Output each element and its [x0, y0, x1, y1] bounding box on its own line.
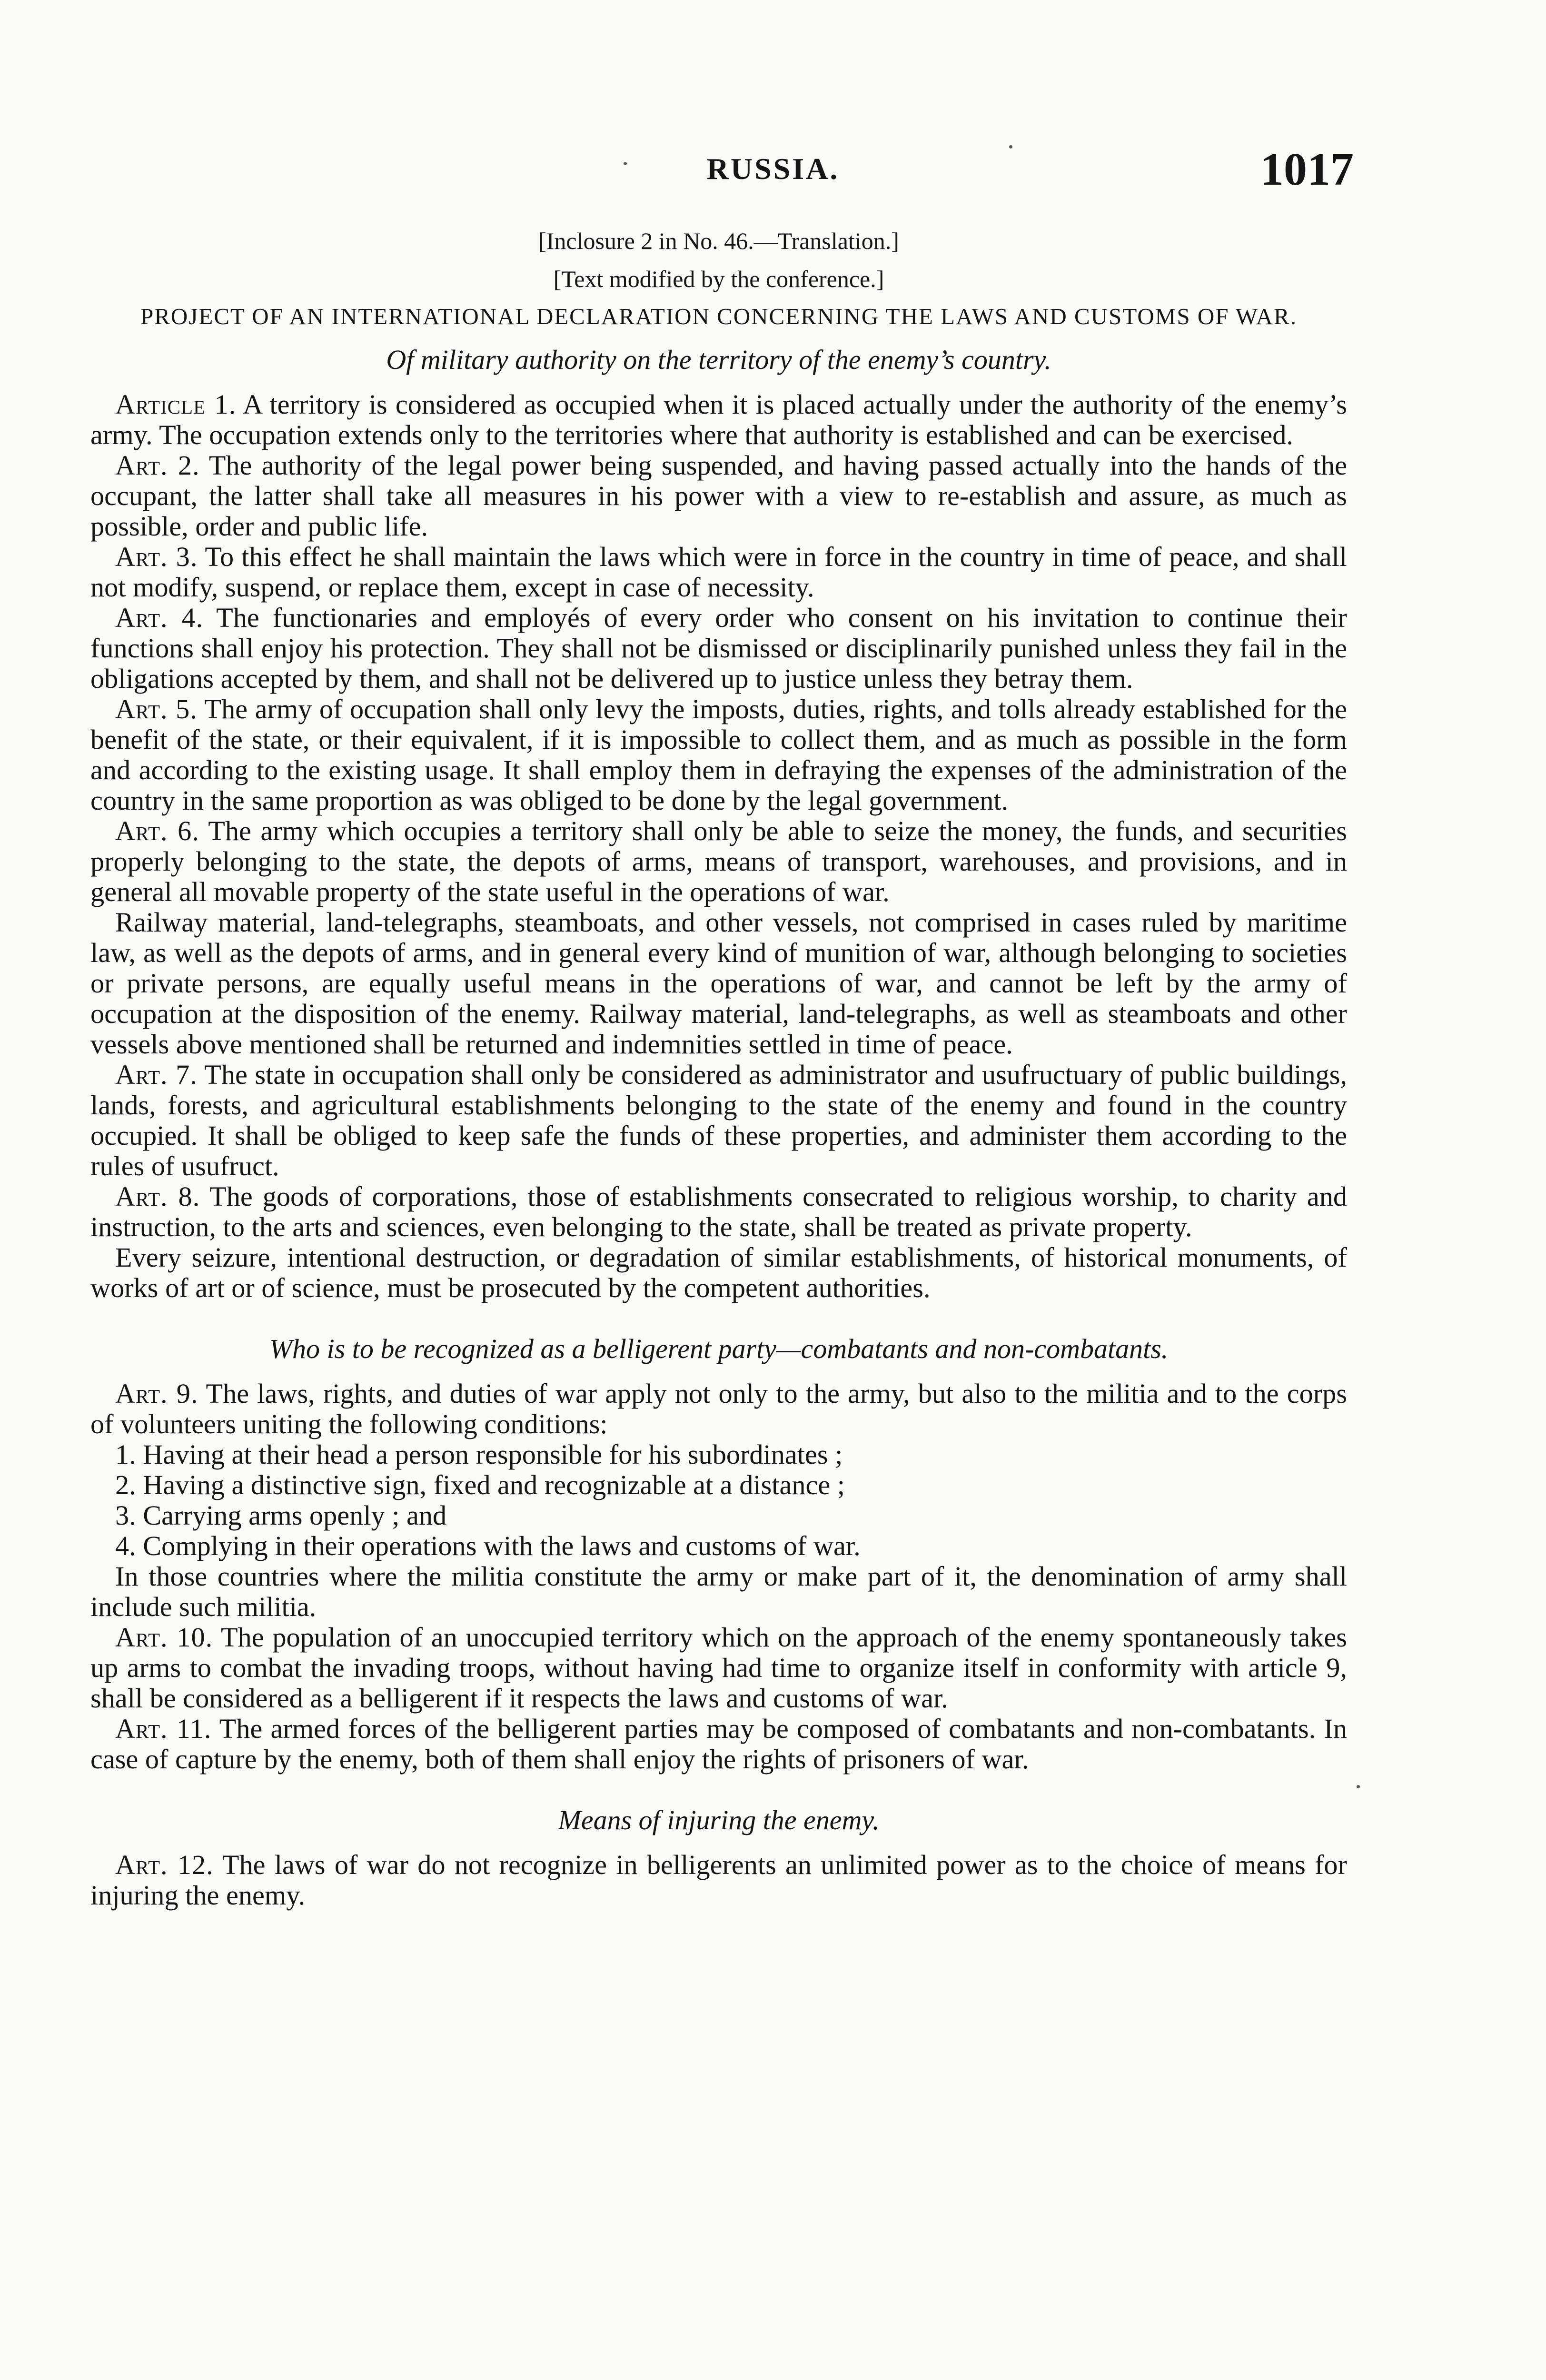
article-8-continued	[90, 1242, 1347, 1303]
condition-item: 2. Having a distinctive sign, fixed and recognizable at a distance ;	[115, 1469, 845, 1500]
article-10	[90, 1622, 1347, 1714]
article-label: Art. 11.	[115, 1713, 212, 1744]
article-label: Art. 8.	[115, 1181, 200, 1212]
article-8	[90, 1181, 1347, 1242]
running-header	[0, 143, 1546, 200]
section-means-of-injuring	[90, 1850, 1347, 1911]
print-speck	[1357, 1785, 1360, 1788]
article-6-continued	[90, 907, 1347, 1060]
article-4	[90, 603, 1347, 694]
article-3	[90, 542, 1347, 603]
article-text: The army of occupation shall only levy the imposts, duties, rights, and tolls already established for the benefit of the state, or their equivalent, if it is impossible to collect them, and as much as possible in the form and according to the existing usage. It shall employ them in defraying the expenses of the administration of the country in the same proportion as was obliged to be done by the legal government.	[90, 694, 1347, 816]
article-text: The population of an unoccupied territory which on the approach of the enemy spontaneously takes up arms to combat the invading troops, without having had time to organize itself in conformity with article 9, shall be considered as a belligerent if it respects the laws and customs of war.	[90, 1622, 1347, 1714]
condition-item: 4. Complying in their operations with the laws and customs of war.	[115, 1530, 861, 1561]
document-title: PROJECT OF AN INTERNATIONAL DECLARATION CONCERNING THE LAWS AND CUSTOMS OF WAR.	[140, 303, 1297, 329]
article-label: Art. 12.	[115, 1849, 214, 1880]
print-speck	[1009, 145, 1012, 149]
article-label: Art. 2.	[115, 450, 200, 481]
article-label: Art. 4.	[115, 602, 204, 633]
article-12	[90, 1850, 1347, 1911]
article-text: The authority of the legal power being suspended, and having passed actually into the hands of the occupant, the latter shall take all measures in his power with a view to re-establish and assure, as much as possible, order and public life.	[90, 450, 1347, 542]
militia-paragraph	[90, 1561, 1347, 1622]
modification-note: [Text modified by the conference.]	[553, 266, 884, 292]
page-content	[90, 224, 1347, 1911]
article-text: In those countries where the militia constitute the army or make part of it, the denomination of army shall include such militia.	[90, 1561, 1347, 1622]
article-text: A territory is considered as occupied when it is placed actually under the authority of the enemy’s army. The occupation extends only to the territories where that authority is established and can be exercised.	[90, 389, 1347, 450]
conditions-list	[90, 1439, 1347, 1561]
section-heading-military-authority: Of military authority on the territory of the enemy’s country.	[386, 344, 1051, 375]
article-text: The laws of war do not recognize in belligerents an unlimited power as to the choice of means for injuring the enemy.	[90, 1849, 1347, 1911]
article-5	[90, 694, 1347, 816]
article-text: The functionaries and employés of every order who consent on his invitation to continue their functions shall enjoy his protection. They shall not be dismissed or disciplinarily punished unless they fail in the obligations accepted by them, and shall not be delivered up to justice unless they betray them.	[90, 602, 1347, 694]
section-military-authority	[90, 389, 1347, 1303]
article-9	[90, 1378, 1347, 1439]
article-label: Art. 6.	[115, 815, 199, 846]
article-11	[90, 1714, 1347, 1775]
article-text: To this effect he shall maintain the laws which were in force in the country in time of peace, and shall not modify, suspend, or replace them, except in case of necessity.	[90, 541, 1348, 603]
section-belligerents	[90, 1378, 1347, 1775]
article-7	[90, 1060, 1347, 1181]
section-heading-means-of-injuring: Means of injuring the enemy.	[558, 1805, 880, 1835]
article-label: Art. 9.	[115, 1378, 198, 1409]
running-title: RUSSIA.	[706, 152, 840, 186]
condition-item: 3. Carrying arms openly ; and	[115, 1500, 447, 1531]
article-text: The goods of corporations, those of establishments consecrated to religious worship, to charity and instruction, to the arts and sciences, even belonging to the state, shall be treated as private property.	[90, 1181, 1348, 1242]
article-1	[90, 389, 1347, 450]
article-text: Railway material, land-telegraphs, steamboats, and other vessels, not comprised in cases ruled by maritime law, as well as the depots of arms, and in general every kind of munition of war, although belonging to societies or private persons, are equally useful means in the operations of war, and cannot be left by the army of occupation at the disposition of the enemy. Railway material, land-telegraphs, as well as steamboats and other vessels above mentioned shall be returned and indemnities settled in time of peace.	[90, 907, 1347, 1060]
article-2	[90, 450, 1347, 542]
article-6	[90, 816, 1347, 907]
article-label: Art. 5.	[115, 694, 198, 724]
article-text: The state in occupation shall only be considered as administrator and usufructuary of public buildings, lands, forests, and agricultural establishments belonging to the state of the enemy and found in the country occupied. It shall be obliged to keep safe the funds of these properties, and administer them according to the rules of usufruct.	[90, 1059, 1347, 1181]
page-number: 1017	[1260, 144, 1354, 195]
article-text: The armed forces of the belligerent parties may be composed of combatants and non-combatants. In case of capture by the enemy, both of them shall enjoy the rights of prisoners of war.	[90, 1713, 1347, 1775]
article-label: Article 1.	[115, 389, 237, 420]
article-text: The laws, rights, and duties of war apply not only to the army, but also to the militia and to the corps of volunteers uniting the following conditions:	[90, 1378, 1348, 1439]
article-label: Art. 10.	[115, 1622, 213, 1653]
condition-item: 1. Having at their head a person responsible for his subordinates ;	[115, 1439, 843, 1470]
article-label: Art. 3.	[115, 541, 198, 572]
print-speck	[624, 162, 627, 165]
inclosure-note: [Inclosure 2 in No. 46.—Translation.]	[538, 228, 899, 254]
article-text: Every seizure, intentional destruction, or degradation of similar establishments, of historical monuments, of works of art or of science, must be prosecuted by the competent authorities.	[90, 1242, 1347, 1303]
section-heading-belligerents: Who is to be recognized as a belligerent party—combatants and non-combatants.	[269, 1333, 1169, 1364]
article-text: The army which occupies a territory shall only be able to seize the money, the funds, and securities properly belonging to the state, the depots of arms, means of transport, warehouses, and provisions, and in general all movable property of the state useful in the operations of war.	[90, 815, 1347, 907]
article-label: Art. 7.	[115, 1059, 198, 1090]
